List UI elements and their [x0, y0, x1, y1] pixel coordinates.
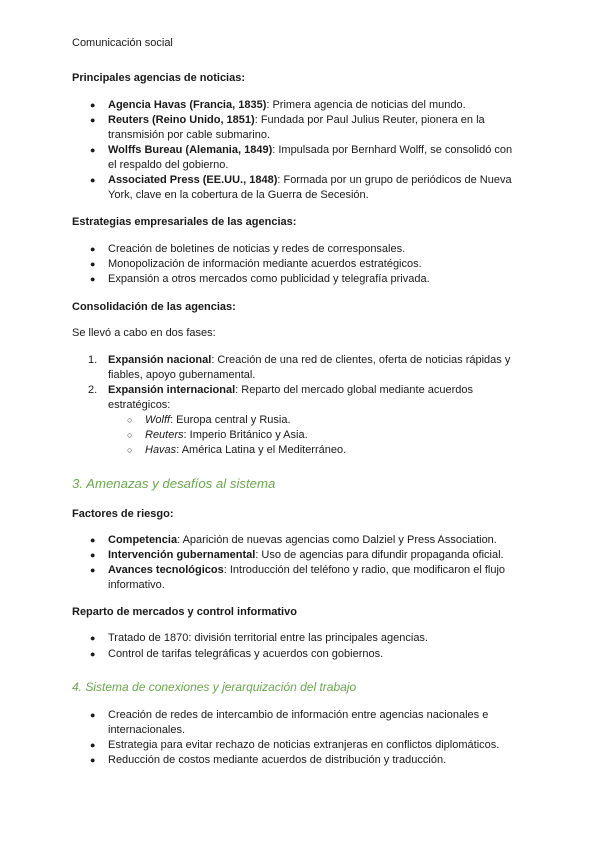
- factores-heading: Factores de riesgo:: [72, 508, 174, 520]
- bullet-icon: ●: [90, 740, 96, 750]
- list-item: Competencia: Aparición de nuevas agencias como Dalziel y Press Association.: [108, 534, 497, 546]
- bullet-icon: ●: [90, 145, 96, 155]
- list-item-cont: el respaldo del gobierno.: [108, 159, 229, 171]
- list-item: Reducción de costos mediante acuerdos de distribución y traducción.: [108, 754, 447, 766]
- bullet-icon: ●: [90, 633, 96, 643]
- bullet-icon: ●: [90, 115, 96, 125]
- consolidacion-heading: Consolidación de las agencias:: [72, 301, 236, 313]
- list-item-cont: fiables, apoyo gubernamental.: [108, 369, 256, 381]
- list-item: Reuters (Reino Unido, 1851): Fundada por Paul Julius Reuter, pionera en la: [108, 114, 485, 126]
- list-item: Control de tarifas telegráficas y acuerdos con gobiernos.: [108, 648, 384, 660]
- bullet-icon: ●: [90, 274, 96, 284]
- list-item-cont: transmisión por cable submarino.: [108, 129, 271, 141]
- bullet-icon: ●: [90, 710, 96, 720]
- bullet-icon: ●: [90, 175, 96, 185]
- sub-bullet-icon: ○: [127, 415, 133, 425]
- list-item: Avances tecnológicos: Introducción del teléfono y radio, que modificaron el flujo: [108, 564, 506, 576]
- reparto-heading: Reparto de mercados y control informativo: [72, 606, 297, 618]
- bullet-icon: ●: [90, 100, 96, 110]
- list-item: Tratado de 1870: división territorial entre las principales agencias.: [108, 632, 428, 644]
- list-item: Agencia Havas (Francia, 1835): Primera agencia de noticias del mundo.: [108, 99, 466, 111]
- list-item-cont: informativo.: [108, 579, 165, 591]
- section-3-title: 3. Amenazas y desafíos al sistema: [72, 476, 276, 491]
- list-item: Expansión a otros mercados como publicidad y telegrafía privada.: [108, 273, 430, 285]
- section-4-title: 4. Sistema de conexiones y jerarquización del trabajo: [72, 680, 357, 694]
- list-item-cont: estratégicos:: [108, 399, 171, 411]
- list-item-cont: internacionales.: [108, 724, 186, 736]
- list-item: Intervención gubernamental: Uso de agencias para difundir propaganda oficial.: [108, 549, 504, 561]
- sub-bullet-icon: ○: [127, 445, 133, 455]
- list-item: Creación de redes de intercambio de información entre agencias nacionales e: [108, 709, 489, 721]
- bullet-icon: ●: [90, 755, 96, 765]
- bullet-icon: ●: [90, 259, 96, 269]
- sub-list-item: Havas: América Latina y el Mediterráneo.: [145, 444, 347, 456]
- sub-list-item: Reuters: Imperio Británico y Asia.: [145, 429, 308, 441]
- list-number: 2.: [88, 384, 98, 396]
- bullet-icon: ●: [90, 244, 96, 254]
- bullet-icon: ●: [90, 550, 96, 560]
- list-item: Monopolización de información mediante acuerdos estratégicos.: [108, 258, 422, 270]
- list-item: Expansión nacional: Creación de una red de clientes, oferta de noticias rápidas y: [108, 354, 511, 366]
- consolidacion-intro: Se llevó a cabo en dos fases:: [72, 327, 216, 339]
- list-item: Wolffs Bureau (Alemania, 1849): Impulsada por Bernhard Wolff, se consolidó con: [108, 144, 513, 156]
- list-number: 1.: [88, 354, 98, 366]
- bullet-icon: ●: [90, 535, 96, 545]
- bullet-icon: ●: [90, 649, 96, 659]
- list-item: Expansión internacional: Reparto del mercado global mediante acuerdos: [108, 384, 474, 396]
- agencias-heading: Principales agencias de noticias:: [72, 72, 246, 84]
- bullet-icon: ●: [90, 565, 96, 575]
- sub-list-item: Wolff: Europa central y Rusia.: [145, 414, 291, 426]
- list-item-cont: York, clave en la cobertura de la Guerra de Secesión.: [108, 189, 369, 201]
- estrategias-heading: Estrategias empresariales de las agencias:: [72, 216, 297, 228]
- list-item: Associated Press (EE.UU., 1848): Formada por un grupo de periódicos de Nueva: [108, 174, 512, 186]
- list-item: Estrategia para evitar rechazo de noticias extranjeras en conflictos diplomáticos.: [108, 739, 500, 751]
- doc-header: Comunicación social: [72, 37, 173, 49]
- sub-bullet-icon: ○: [127, 430, 133, 440]
- list-item: Creación de boletines de noticias y redes de corresponsales.: [108, 243, 406, 255]
